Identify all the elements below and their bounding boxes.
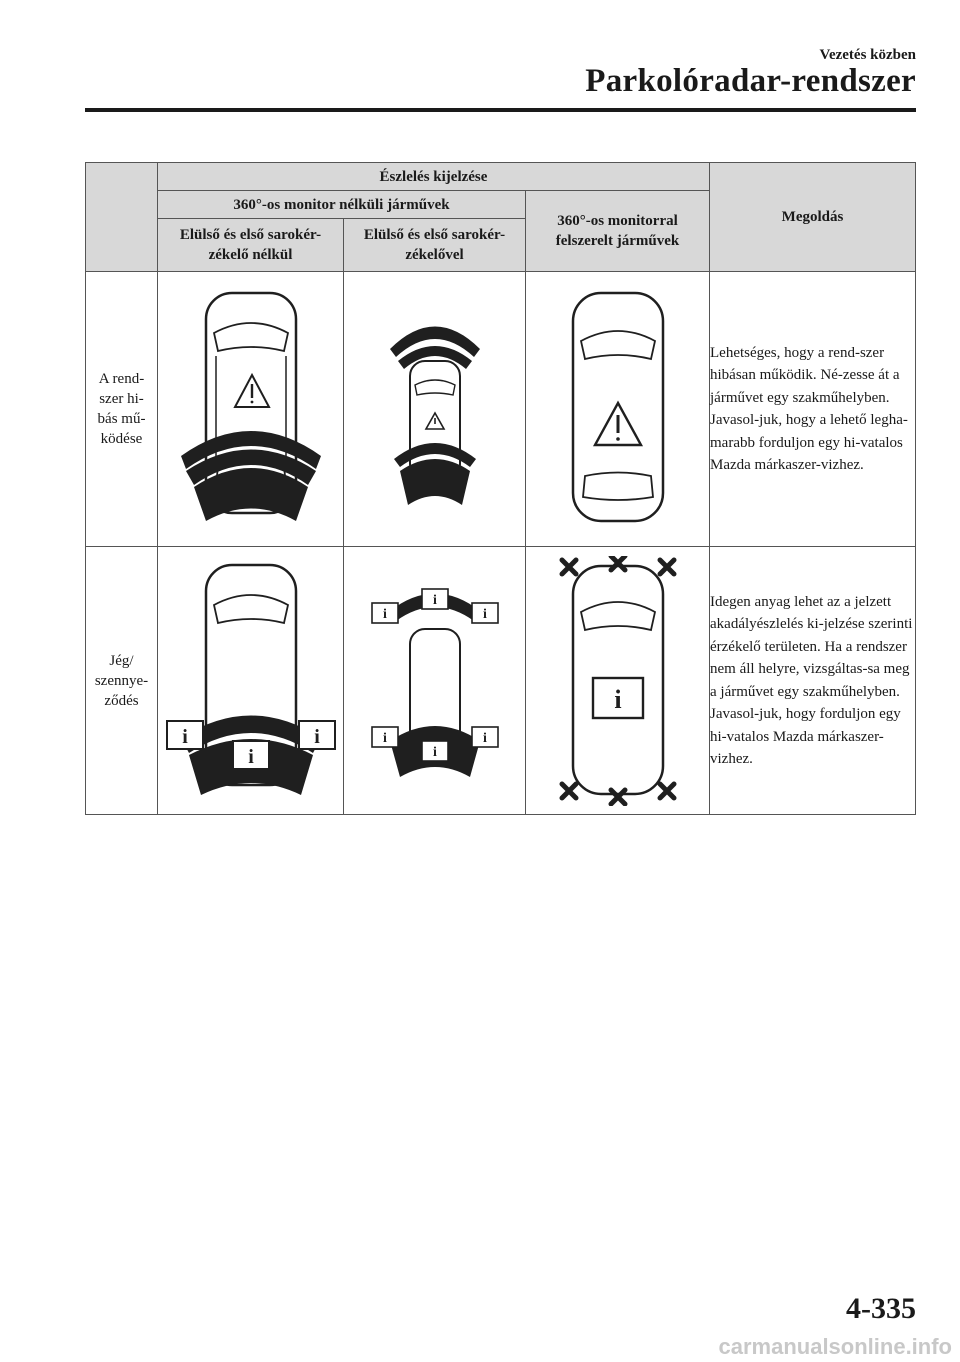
car-360-warning-icon xyxy=(563,291,673,527)
status-table xyxy=(85,162,916,815)
svg-text:i: i xyxy=(247,745,254,768)
diagram-rear-only-malfunction xyxy=(158,272,344,547)
diagram-360-dirt xyxy=(526,547,710,815)
page-number: 4-335 xyxy=(846,1292,916,1325)
condition-label: A rend-szer hi-bás mű-ködése xyxy=(86,272,158,547)
svg-text:i: i xyxy=(382,606,387,622)
svg-text:i: i xyxy=(382,730,387,746)
svg-text:i: i xyxy=(432,592,437,608)
svg-text:i: i xyxy=(313,725,320,748)
with-monitor-header: 360°-os monitorral felszerelt járművek xyxy=(526,191,710,272)
svg-text:i: i xyxy=(181,725,188,748)
without-monitor-header: 360°-os monitor nélküli járművek xyxy=(158,191,526,219)
svg-text:i: i xyxy=(482,606,487,622)
car-rear-sensors-warning-icon xyxy=(176,291,326,527)
svg-text:i: i xyxy=(482,730,487,746)
diagram-360-malfunction xyxy=(526,272,710,547)
watermark: carmanualsonline.info xyxy=(718,1334,952,1359)
page-title: Parkolóradar-rendszer xyxy=(585,63,916,99)
header-rule xyxy=(85,108,916,112)
table-row xyxy=(86,272,916,547)
svg-text:i: i xyxy=(613,684,622,714)
condition-label: Jég/ szennye-ződés xyxy=(86,547,158,815)
corner-header-cell xyxy=(86,163,158,272)
solution-header: Megoldás xyxy=(710,163,916,272)
section-title: Vezetés közben xyxy=(819,47,916,63)
diagram-front-rear-dirt xyxy=(344,547,526,815)
with-front-sensor-header: Elülső és első sarokér-zékelővel xyxy=(344,219,526,272)
diagram-rear-only-dirt xyxy=(158,547,344,815)
svg-text:i: i xyxy=(432,744,437,760)
solution-text: Idegen anyag lehet az a jelzett akadályészlelés ki-jelzése szerinti érzékelő területen. Ha a rendszer nem áll helyre, vizsgáltas-sa meg a járművet egy szakműhelyben. Javasol-juk, hogy forduljon egy hi-vatalos Mazda márkaszer-vizhez. xyxy=(710,547,916,815)
table-row xyxy=(86,547,916,815)
detection-header: Észlelés kijelzése xyxy=(158,163,710,191)
car-front-rear-sensors-manual-icon xyxy=(370,581,500,781)
diagram-front-rear-malfunction xyxy=(344,272,526,547)
solution-text: Lehetséges, hogy a rend-szer hibásan működik. Né-zesse át a járművet egy szakműhelyben. Javasol-juk, hogy a lehető legha-marabb forduljon egy hi-vatalos Mazda márkaszer-vizhez. xyxy=(710,272,916,547)
without-front-sensor-header: Elülső és első sarokér-zékelő nélkül xyxy=(158,219,344,272)
car-front-rear-sensors-warning-icon xyxy=(380,309,490,509)
car-rear-sensors-manual-icon xyxy=(163,563,339,799)
car-360-manual-icon xyxy=(558,556,678,806)
